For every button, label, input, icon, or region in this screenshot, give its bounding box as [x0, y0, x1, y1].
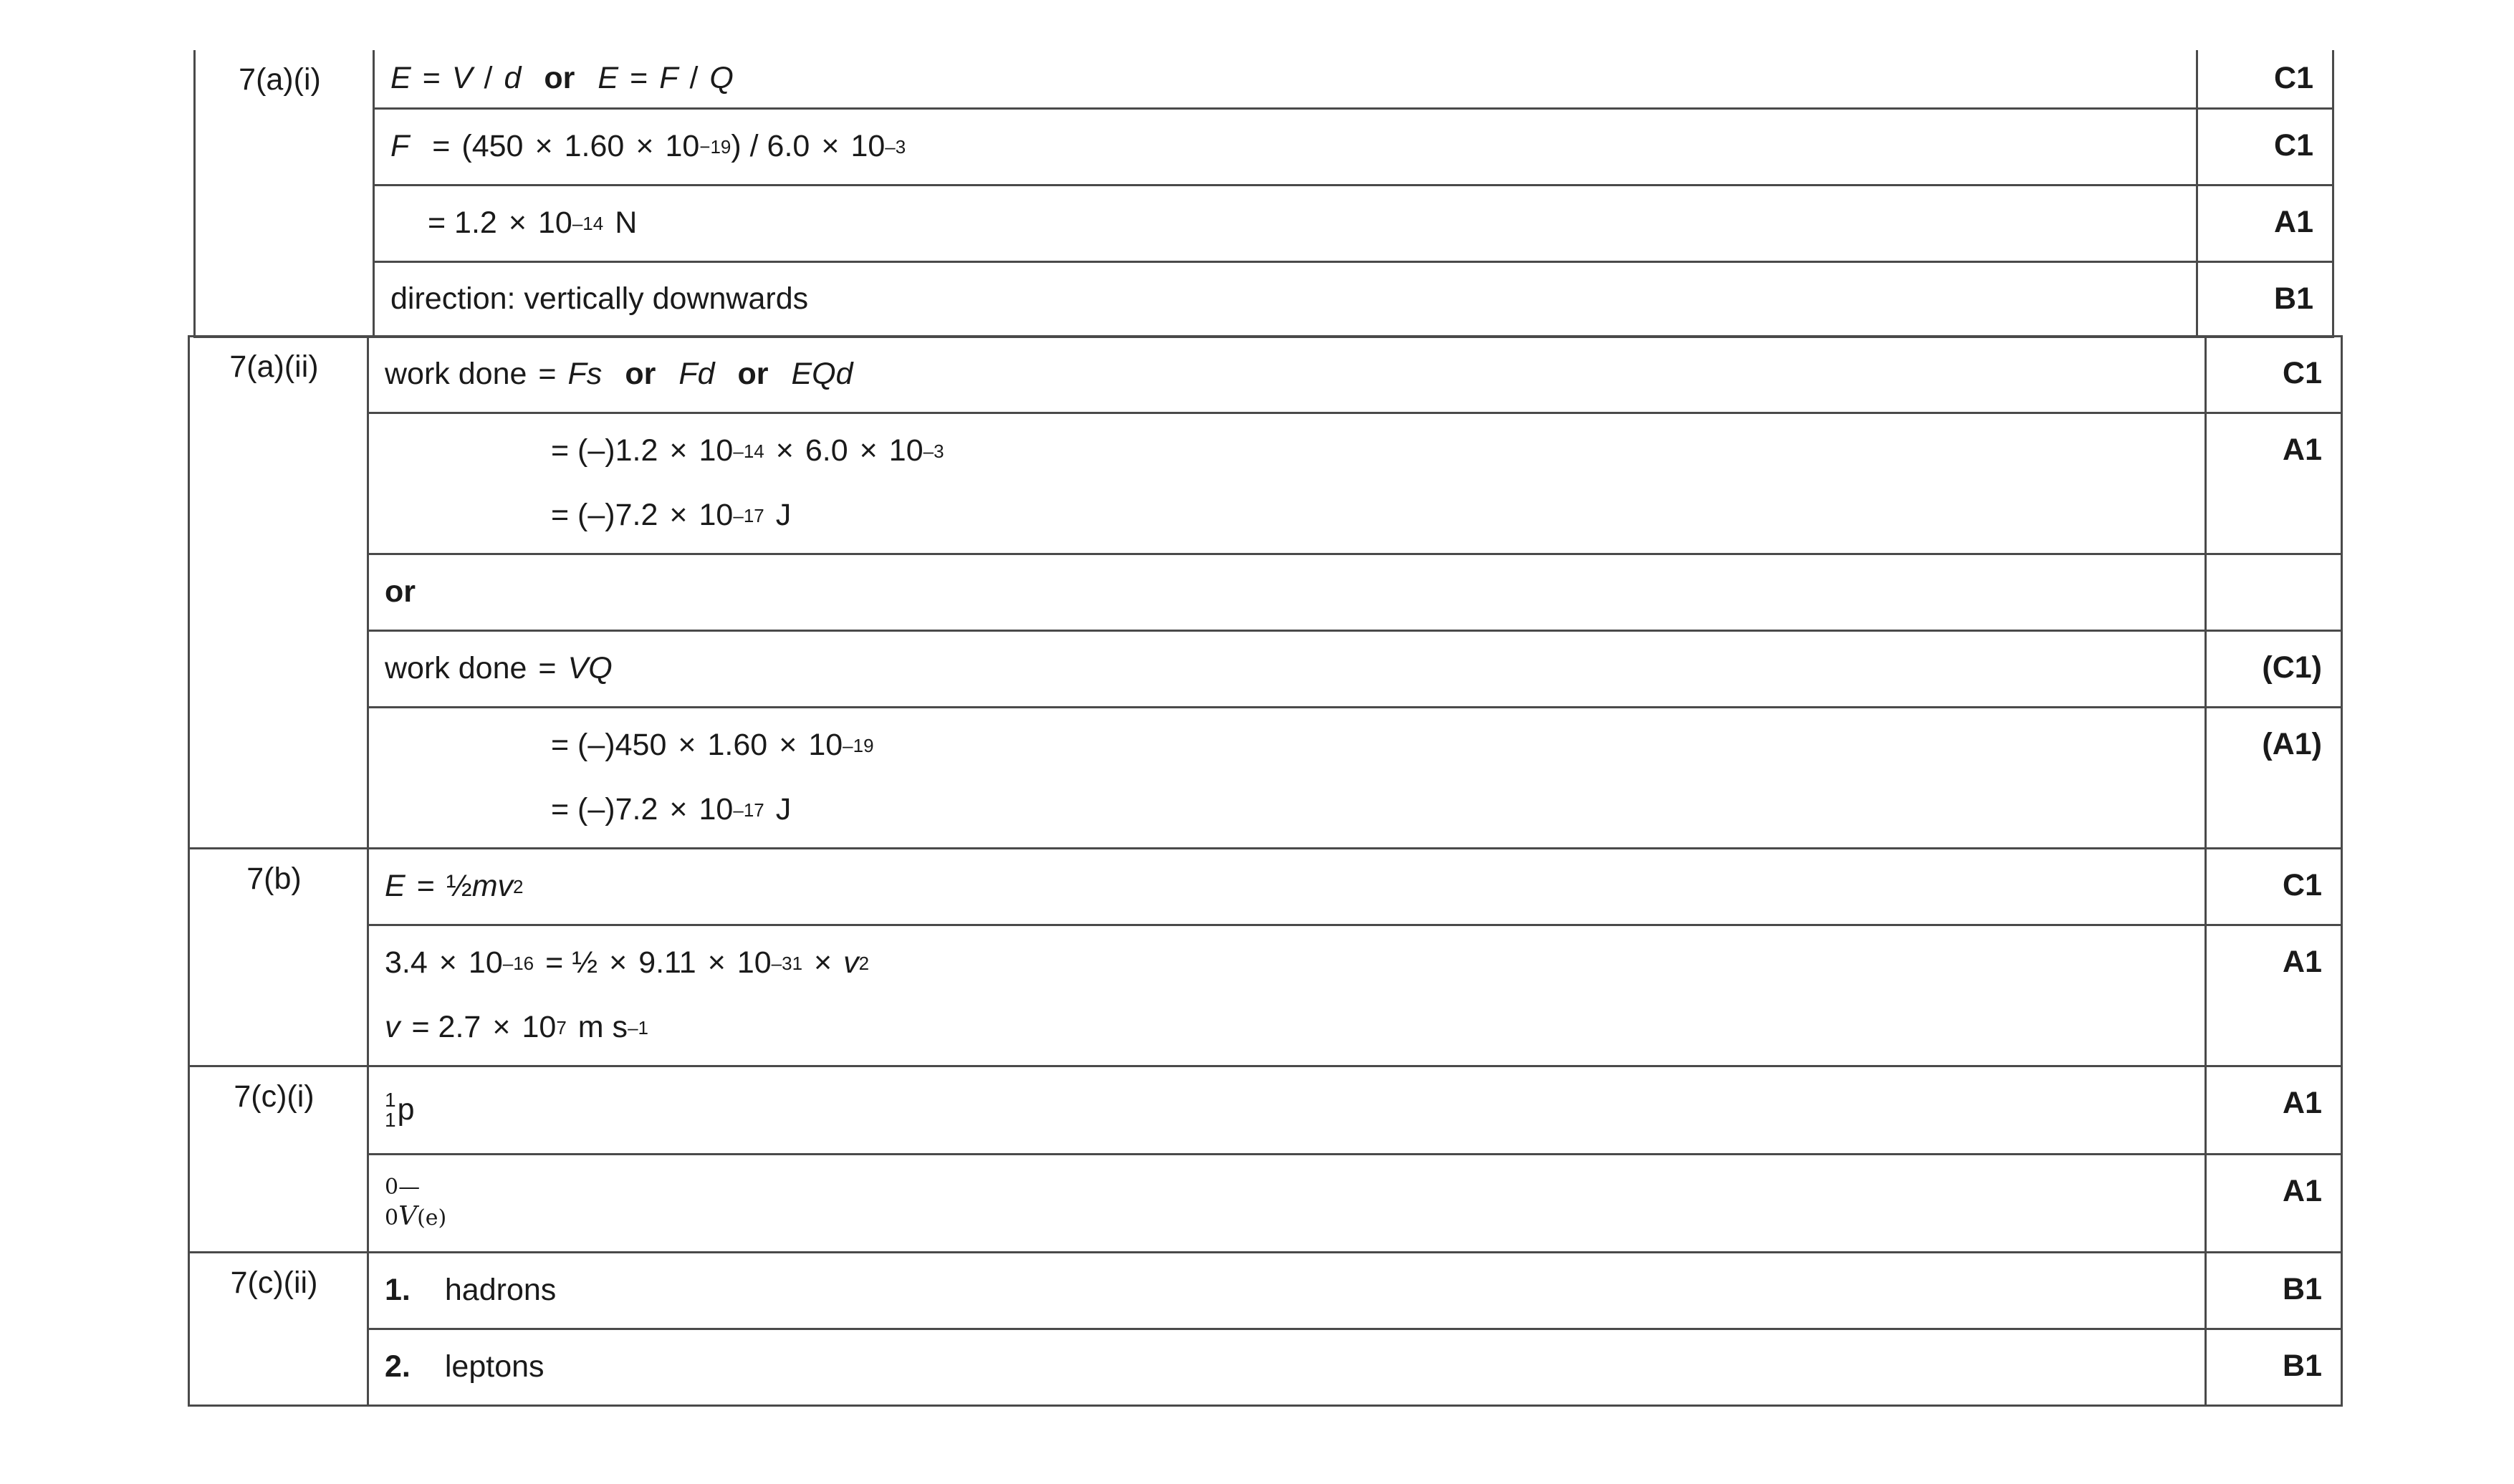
mark-cell: C1	[2206, 337, 2342, 413]
table-row	[189, 554, 2342, 631]
table-row	[189, 849, 2342, 925]
answer-cell: work done = Fs or Fd or EQd	[368, 337, 2206, 413]
answer-cell: direction: vertically downwards	[374, 262, 2197, 337]
table-row	[195, 262, 2333, 337]
table-row	[189, 631, 2342, 708]
mark-cell: (A1)	[2206, 708, 2342, 849]
table-row	[195, 186, 2333, 262]
table-row	[189, 1329, 2342, 1406]
antineutrino-nuclide: 0— 0V(e)	[385, 1174, 447, 1232]
answer-cell: or	[368, 554, 2206, 631]
question-number: 7(c)(ii)	[189, 1253, 368, 1406]
answer-cell: = (–)450 × 1.60 × 10 –19 = (–)7.2 × 10 –17 J	[368, 708, 2206, 849]
proton-nuclide: 1 1 p	[385, 1089, 415, 1131]
answer-cell: = 1.2 × 10 –14 N	[374, 186, 2197, 262]
mark-cell: A1	[2206, 925, 2342, 1066]
answer-cell: = (–)1.2 × 10 –14 × 6.0 × 10 –3 = (–)7.2 × 10 –17 J	[368, 413, 2206, 554]
mark-scheme-table-7ai	[193, 50, 2334, 338]
mark-cell: A1	[2197, 186, 2333, 262]
mark-cell: A1	[2206, 1066, 2342, 1155]
table-row	[189, 925, 2342, 1066]
question-number: 7(b)	[189, 849, 368, 1066]
mark-cell: B1	[2206, 1329, 2342, 1406]
table-row	[189, 1155, 2342, 1253]
mark-cell: B1	[2206, 1253, 2342, 1329]
mark-cell: A1	[2206, 413, 2342, 554]
answer-cell: 3.4 × 10 –16 = ½ × 9.11 × 10 –31 × v 2 v = 2.7 × 10 7 m s –1	[368, 925, 2206, 1066]
table-row	[189, 1253, 2342, 1329]
table-row	[189, 413, 2342, 554]
answer-cell: E = ½ mv 2	[368, 849, 2206, 925]
mark-cell: C1	[2206, 849, 2342, 925]
table-row	[189, 1066, 2342, 1155]
answer-cell	[368, 1155, 2206, 1253]
answer-cell: 1. hadrons	[368, 1253, 2206, 1329]
mark-cell: B1	[2197, 262, 2333, 337]
question-number: 7(a)(ii)	[189, 337, 368, 849]
table-row	[195, 50, 2333, 109]
answer-cell: E = V / d or E = F / Q	[374, 50, 2197, 109]
mark-scheme-table-7aii-7c	[188, 335, 2343, 1407]
table-row	[189, 708, 2342, 849]
mark-cell: C1	[2197, 109, 2333, 186]
question-number: 7(a)(i)	[195, 50, 374, 337]
question-number: 7(c)(i)	[189, 1066, 368, 1253]
mark-cell: A1	[2206, 1155, 2342, 1253]
answer-cell: 2. leptons	[368, 1329, 2206, 1406]
mark-cell: C1	[2197, 50, 2333, 109]
answer-cell: F = (450 × 1.60 × 10 −19 ) / 6.0 × 10 –3	[374, 109, 2197, 186]
table-row	[195, 109, 2333, 186]
mark-cell	[2206, 554, 2342, 631]
answer-cell: work done = VQ	[368, 631, 2206, 708]
table-row	[189, 337, 2342, 413]
answer-cell	[368, 1066, 2206, 1155]
mark-cell: (C1)	[2206, 631, 2342, 708]
